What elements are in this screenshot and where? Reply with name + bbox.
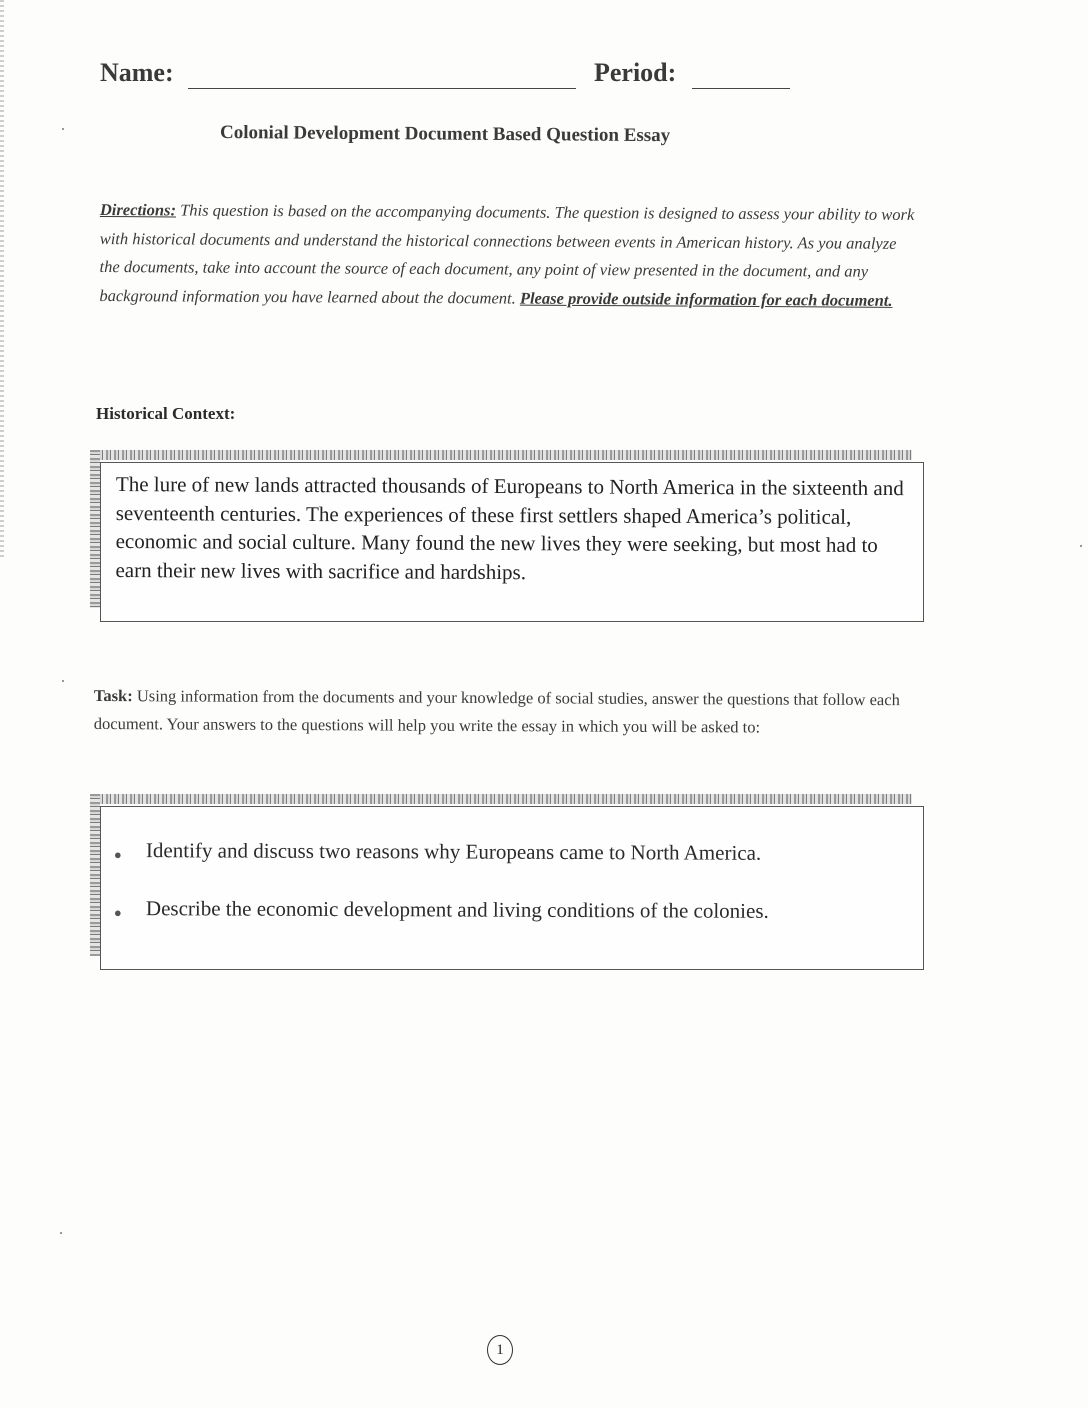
- scan-speck: [60, 1232, 62, 1234]
- scan-edge-artifact: [0, 0, 4, 560]
- task-label: Task:: [93, 685, 133, 706]
- name-blank-line: [188, 88, 576, 89]
- name-label: Name:: [100, 58, 174, 87]
- context-box-shading-top: [90, 450, 912, 460]
- period-blank-line: [692, 88, 790, 89]
- scan-speck: [1080, 545, 1082, 547]
- scan-speck: [62, 680, 64, 682]
- context-box-shading-left: [90, 450, 100, 608]
- student-header: [100, 58, 800, 94]
- historical-context-heading: Historical Context:: [96, 404, 236, 423]
- task-list: [112, 838, 892, 954]
- bullet-icon: ●: [113, 905, 122, 921]
- scan-speck: [62, 128, 64, 130]
- task-text: Using information from the documents and your knowledge of social studies, answer the questions that follow each document. Your answers to the questions will help you write the essay in which you will be asked to:: [93, 686, 900, 737]
- directions-emphasis: Please provide outside information for each document.: [519, 288, 893, 310]
- page-number: 1: [487, 1335, 513, 1365]
- task-box-shading-left: [90, 794, 100, 956]
- bullet-icon: ●: [113, 847, 122, 863]
- task-item-text: Describe the economic development and living conditions of the colonies.: [145, 896, 769, 923]
- directions-label: Directions:: [99, 199, 177, 220]
- historical-context-text: The lure of new lands attracted thousands of Europeans to North America in the sixteenth and seventeenth centuries. The experiences of these first settlers shaped America’s political, economic and social culture. Many found the new lives they were seeking, but most had to earn their new lives with sacrifice and hardships.: [115, 471, 904, 584]
- directions-text: This question is based on the accompanying documents. The question is designed to assess your ability to work with historical documents and understand the historical connections between events in American history. As you analyze the documents, take into account the source of each document, any point of view presented in the document, and any background information you have learned about the document.: [99, 200, 915, 308]
- period-label: Period:: [594, 58, 677, 87]
- task-box-shading-top: [90, 794, 912, 804]
- task-paragraph: [94, 682, 924, 742]
- page-title: Colonial Development Document Based Question Essay: [219, 122, 671, 147]
- list-item: [112, 896, 892, 957]
- directions-paragraph: [99, 196, 920, 315]
- list-item: [112, 838, 892, 899]
- task-item-text: Identify and discuss two reasons why Europeans came to North America.: [145, 838, 762, 865]
